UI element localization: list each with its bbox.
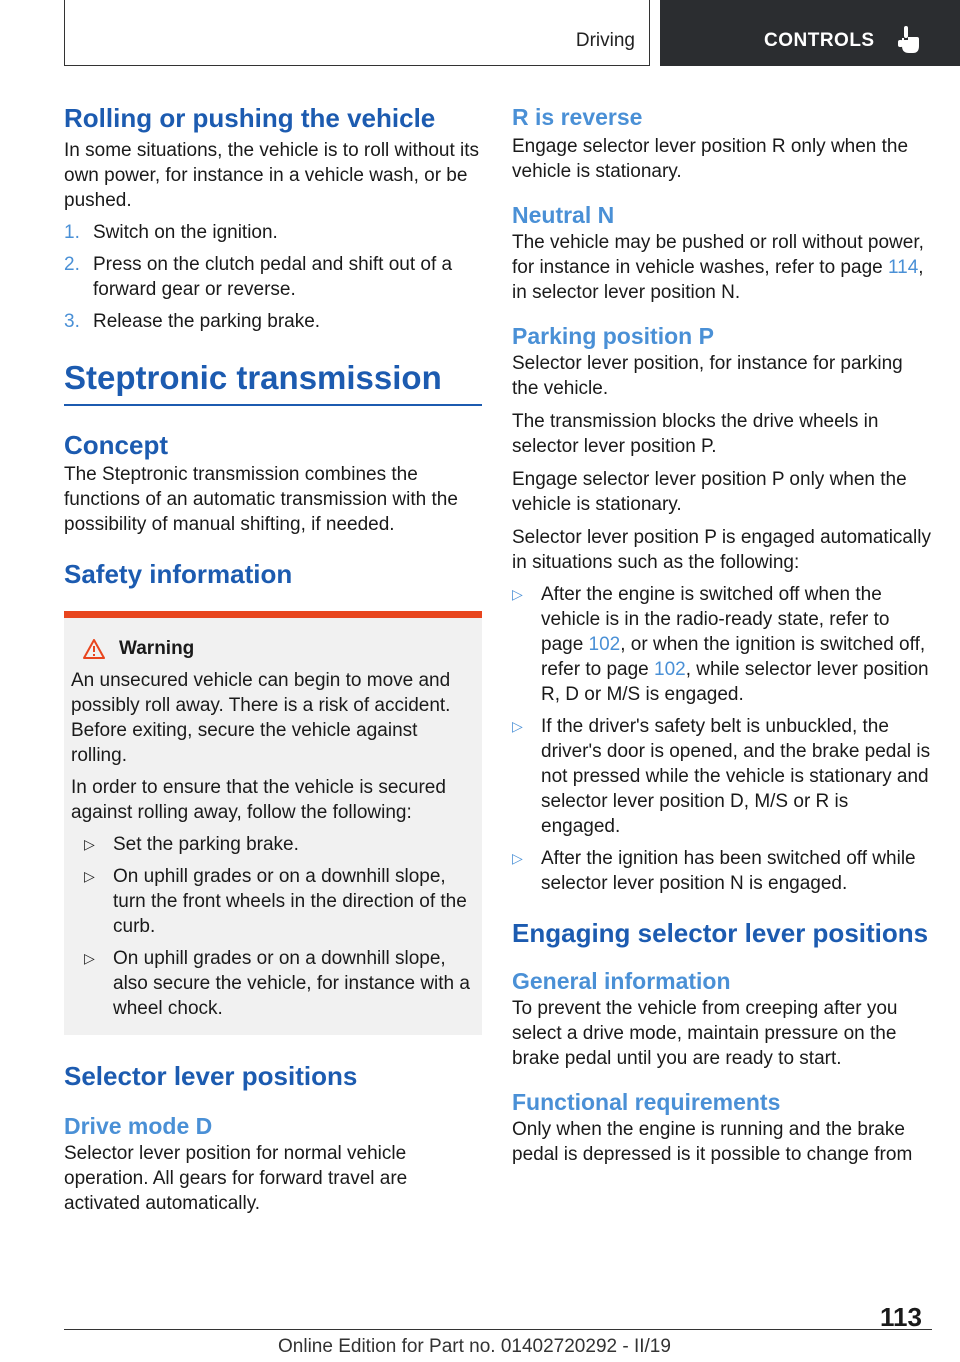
page-link[interactable]: 102 <box>588 634 621 655</box>
parking-text-2: The transmission blocks the drive wheels in selector lever position P. <box>512 411 879 457</box>
parking-text-1: Selector lever position, for instance for parking the vehicle. <box>512 353 903 399</box>
section-title: Driving <box>575 30 635 51</box>
header-section-box <box>64 0 650 66</box>
right-column <box>512 100 932 1167</box>
list-item: 1. Switch on the ignition. <box>64 222 278 243</box>
parking-list <box>512 582 932 896</box>
bullet-triangle-icon: ▷ <box>512 718 523 734</box>
edition-text: Online Edition for Part no. 01402720292 - II/19 <box>278 1336 671 1357</box>
neutral-heading: Neutral N <box>512 202 615 228</box>
drive-text: Selector lever position for normal vehicle operation. All gears for forward travel are activated automatically. <box>64 1143 408 1214</box>
bullet-triangle-icon: ▷ <box>512 850 523 866</box>
functional-heading: Functional requirements <box>512 1089 781 1115</box>
reverse-heading: R is reverse <box>512 104 643 130</box>
list-item: 2. Press on the clutch pedal and shift out of a forward gear or reverse. <box>64 254 453 300</box>
bullet-triangle-icon: ▷ <box>512 586 523 602</box>
chapter-title: CONTROLS <box>764 30 875 51</box>
concept-heading: Concept <box>64 430 168 460</box>
footer-divider <box>64 1329 932 1330</box>
warning-text-2: In order to ensure that the vehicle is secured against rolling away, follow the following: <box>71 777 446 823</box>
page-link[interactable]: 114 <box>887 257 919 278</box>
list-item: 3. Release the parking brake. <box>64 311 321 332</box>
page-link[interactable]: 102 <box>654 659 686 680</box>
functional-text: Only when the engine is running and the brake pedal is depressed is it possible to change from <box>512 1119 913 1165</box>
rolling-heading: Rolling or pushing the vehicle <box>64 103 436 133</box>
selector-heading: Selector lever positions <box>64 1061 358 1091</box>
warning-text-1: An unsecured vehicle can begin to move and possibly roll away. There is a risk of accident. Before exiting, secure the vehicle against rolling. <box>71 670 451 766</box>
list-item: ▷ On uphill grades or on a downhill slope, also secure the vehicle, for instance with a wheel chock. <box>84 948 470 1019</box>
list-item: ▷ On uphill grades or on a downhill slope, turn the front wheels in the direction of the curb. <box>84 866 467 937</box>
concept-text: The Steptronic transmission combines the functions of an automatic transmission with the possibility of manual shifting, if needed. <box>64 464 458 535</box>
left-column <box>64 100 482 1216</box>
reverse-text: Engage selector lever position R only when the vehicle is stationary. <box>512 136 909 182</box>
neutral-text: The vehicle may be pushed or roll without power, for instance in vehicle washes, refer to page 114, in selector lever position N. <box>512 232 924 303</box>
engaging-heading: Engaging selector lever positions <box>512 918 929 948</box>
warning-triangle-icon <box>83 639 105 659</box>
warning-list <box>71 832 474 1021</box>
drive-heading: Drive mode D <box>64 1113 213 1139</box>
parking-text-3: Engage selector lever position P only when the vehicle is stationary. <box>512 469 907 515</box>
hand-pointer-icon <box>896 26 922 54</box>
list-item: ▷ If the driver's safety belt is unbuckled, the driver's door is opened, and the brake pedal is not pressed while the vehicle is stationary and selector lever position D, M/S or R is engaged. <box>512 716 931 837</box>
list-item: ▷ After the ignition has been switched off while selector lever position N is engaged. <box>512 848 916 894</box>
parking-text-4: Selector lever position P is engaged automatically in situations such as the following: <box>512 527 931 573</box>
general-text: To prevent the vehicle from creeping after you select a drive mode, maintain pressure on the brake pedal until you are ready to start. <box>512 998 898 1069</box>
bullet-triangle-icon: ▷ <box>84 950 95 966</box>
safety-heading: Safety information <box>64 559 293 589</box>
list-item: ▷ After the engine is switched off when the vehicle is in the radio-ready state, refer to page 102, or when the ignition is switched off, refer to page 102, while selector lever position R, D or M/S is engaged. <box>512 584 929 705</box>
bullet-triangle-icon: ▷ <box>84 836 95 852</box>
bullet-triangle-icon: ▷ <box>84 868 95 884</box>
steptronic-heading-block <box>64 356 482 406</box>
warning-title: Warning <box>71 638 474 660</box>
list-item: ▷ Set the parking brake. <box>84 834 299 855</box>
general-heading: General information <box>512 968 731 994</box>
header-chapter-box <box>660 0 960 66</box>
rolling-text: In some situations, the vehicle is to roll without its own power, for instance in a vehicle wash, or be pushed. <box>64 140 480 211</box>
warning-box <box>64 611 482 1035</box>
chapter-heading: Steptronic transmission <box>64 359 442 396</box>
rolling-steps <box>64 220 482 334</box>
page-number: 113 <box>880 1302 922 1332</box>
parking-heading: Parking position P <box>512 323 714 349</box>
